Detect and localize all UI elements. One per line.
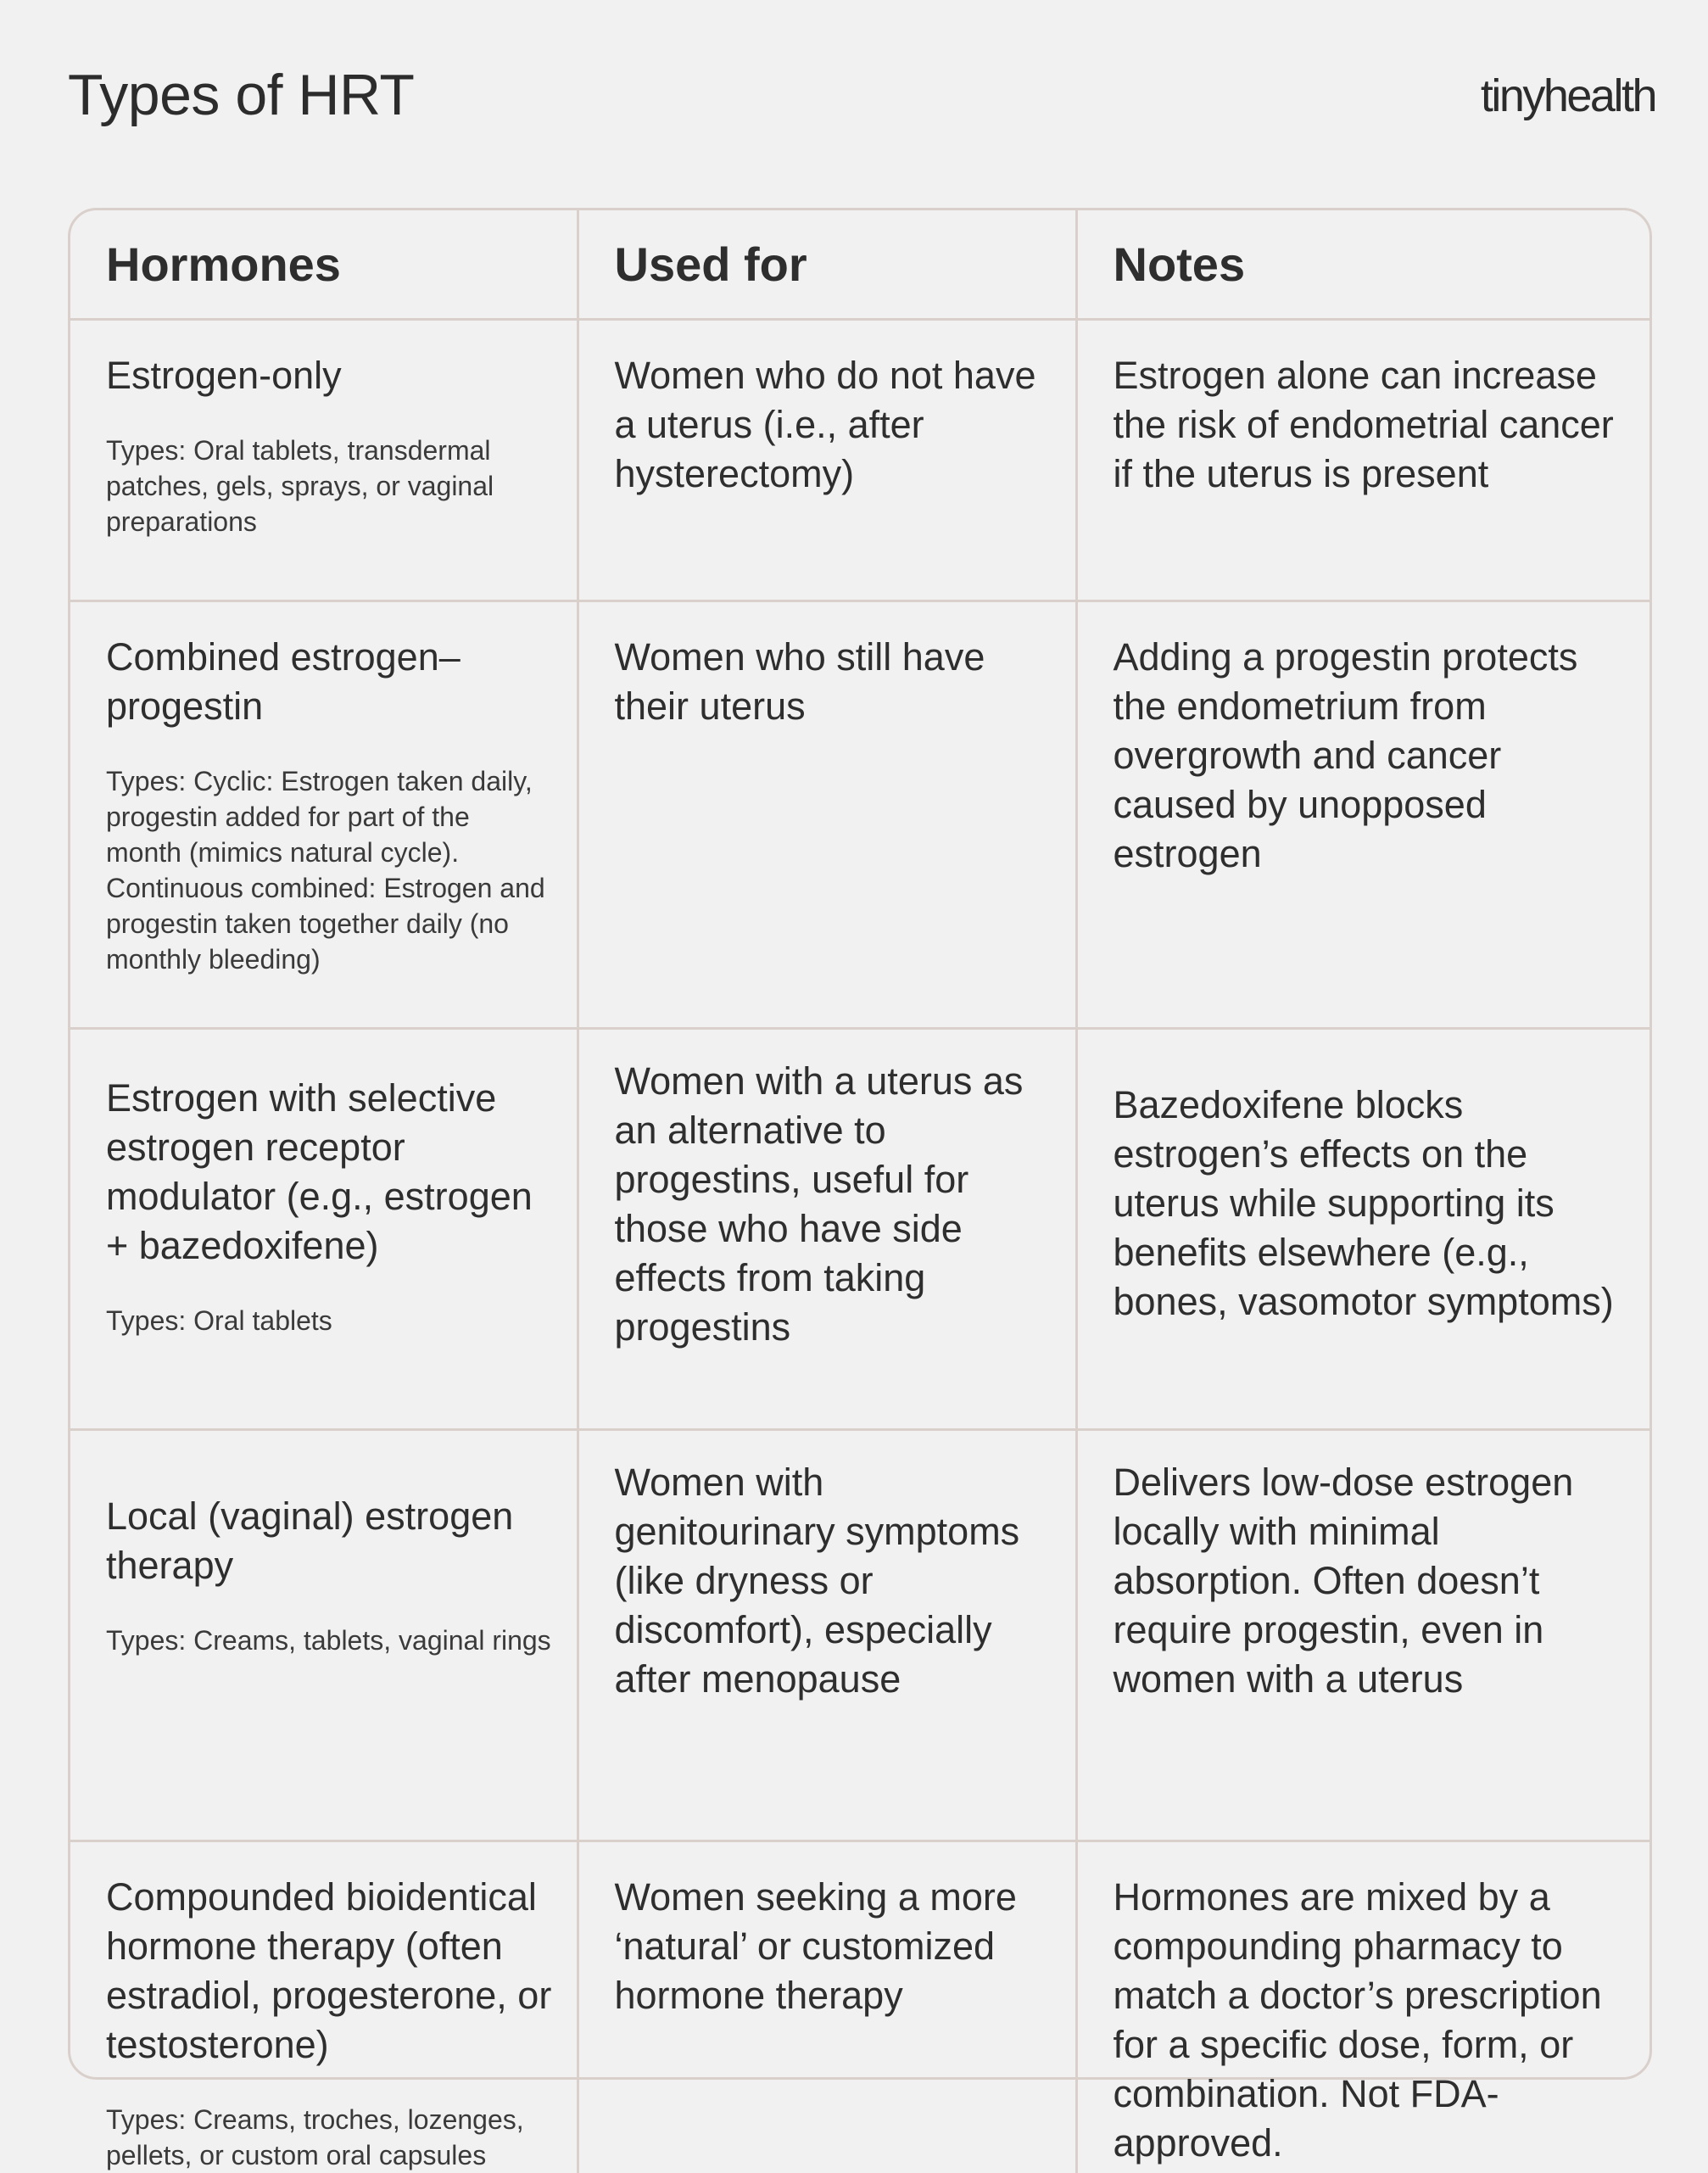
used-for-cell [578,320,1076,601]
notes-text: Bazedoxifene blocks estrogen’s effects on the uterus while supporting its benefits elsewhere (e.g., bones, vasomotor symptoms) [1114,1081,1627,1327]
hormone-name: Estrogen-only [106,351,553,400]
notes-cell [1076,601,1649,1029]
used-for-text: Women seeking a more ‘natural’ or customized hormone therapy [615,1873,1052,2020]
used-for-cell [578,1029,1076,1430]
column-header-hormones: Hormones [70,210,578,320]
hormone-name: Estrogen with selective estrogen receptor modulator (e.g., estrogen + bazedoxifene) [106,1074,553,1271]
hormone-cell [70,1029,578,1430]
used-for-cell [578,1841,1076,2173]
hrt-table-card [68,208,1652,2080]
hormone-cell [70,320,578,601]
hormone-cell [70,1430,578,1841]
hormone-types: Types: Creams, troches, lozenges, pellets, or custom oral capsules [106,2102,553,2173]
table-row [70,320,1649,601]
notes-text: Hormones are mixed by a compounding pharmacy to match a doctor’s prescription for a specific dose, form, or combination. Not FDA-approved. [1114,1873,1627,2168]
notes-cell [1076,1841,1649,2173]
table-row [70,1430,1649,1841]
page-title: Types of HRT [68,66,414,124]
hormone-types: Types: Oral tablets [106,1303,553,1338]
table-row [70,601,1649,1029]
hormone-types: Types: Cyclic: Estrogen taken daily, progestin added for part of the month (mimics natural cycle). Continuous combined: Estrogen and progestin taken together daily (no monthly bleeding) [106,763,553,977]
notes-text: Estrogen alone can increase the risk of endometrial cancer if the uterus is present [1114,351,1627,499]
hormone-cell [70,1841,578,2173]
column-header-used-for: Used for [578,210,1076,320]
used-for-cell [578,1430,1076,1841]
used-for-text: Women who still have their uterus [615,633,1052,731]
hormone-types: Types: Oral tablets, transdermal patches, gels, sprays, or vaginal preparations [106,433,553,539]
notes-cell [1076,320,1649,601]
brand-logo: tinyhealth [1481,73,1655,119]
hormone-name: Compounded bioidentical hormone therapy (often estradiol, progesterone, or testosterone) [106,1873,553,2070]
used-for-text: Women with genitourinary symptoms (like dryness or discomfort), especially after menopause [615,1458,1052,1704]
hrt-table [70,210,1649,2173]
used-for-text: Women with a uterus as an alternative to progestins, useful for those who have side effects from taking progestins [615,1057,1052,1352]
notes-text: Adding a progestin protects the endometrium from overgrowth and cancer caused by unopposed estrogen [1114,633,1627,879]
hormone-name: Local (vaginal) estrogen therapy [106,1492,553,1590]
used-for-text: Women who do not have a uterus (i.e., after hysterectomy) [615,351,1052,499]
hormone-cell [70,601,578,1029]
notes-text: Delivers low-dose estrogen locally with minimal absorption. Often doesn’t require progestin, even in women with a uterus [1114,1458,1627,1704]
column-header-notes: Notes [1076,210,1649,320]
table-row [70,1029,1649,1430]
notes-cell [1076,1029,1649,1430]
hormone-name: Combined estrogen–progestin [106,633,553,731]
notes-cell [1076,1430,1649,1841]
table-row [70,1841,1649,2173]
hormone-types: Types: Creams, tablets, vaginal rings [106,1623,553,1658]
used-for-cell [578,601,1076,1029]
table-header-row [70,210,1649,320]
